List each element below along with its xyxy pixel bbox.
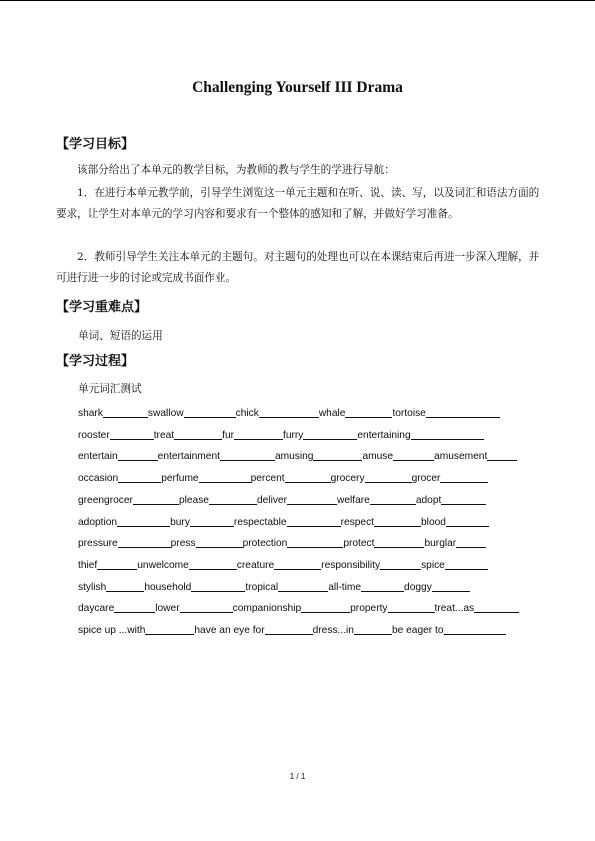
- vocab-word: grocer: [411, 473, 441, 485]
- answer-blank[interactable]: [411, 428, 484, 440]
- answer-blank[interactable]: [118, 536, 171, 548]
- vocab-word: respect: [340, 516, 375, 528]
- vocab-word: occasion: [78, 473, 119, 485]
- answer-blank[interactable]: [189, 558, 237, 570]
- vocab-word: creature: [236, 559, 275, 571]
- answer-blank[interactable]: [474, 601, 519, 613]
- answer-blank[interactable]: [287, 493, 337, 505]
- answer-blank[interactable]: [388, 601, 435, 613]
- answer-blank[interactable]: [440, 471, 488, 483]
- vocab-word: protection: [242, 538, 288, 550]
- vocab-word: responsibility: [321, 559, 381, 571]
- answer-blank[interactable]: [97, 558, 137, 570]
- answer-blank[interactable]: [444, 623, 506, 635]
- process-heading: 【学习过程】: [56, 354, 135, 369]
- vocab-word: property: [350, 603, 388, 615]
- answer-blank[interactable]: [103, 406, 148, 418]
- vocab-test-label: 单元词汇测试: [78, 383, 142, 395]
- vocab-word: household: [144, 581, 192, 593]
- vocab-word: burglar: [424, 538, 457, 550]
- keypoints-text: 单词、短语的运用: [78, 330, 163, 342]
- answer-blank[interactable]: [287, 536, 343, 548]
- goals-heading: 【学习目标】: [56, 137, 135, 152]
- goals-item-2-text: 2．教师引导学生关注本单元的主题句。对主题句的处理也可以在本课结束后再进一步深入理解，并可进行进一步的讨论或完成书面作业。: [56, 251, 540, 285]
- answer-blank[interactable]: [190, 515, 234, 527]
- answer-blank[interactable]: [432, 580, 470, 592]
- vocab-word: adoption: [78, 516, 118, 528]
- answer-blank[interactable]: [313, 449, 362, 461]
- vocab-word: percent: [250, 473, 285, 485]
- answer-blank[interactable]: [106, 580, 144, 592]
- vocab-word: entertaining: [357, 429, 411, 441]
- answer-blank[interactable]: [118, 449, 158, 461]
- vocab-word: doggy: [404, 581, 432, 593]
- vocab-word: entertain: [78, 451, 118, 463]
- vocab-word: lower: [155, 603, 180, 615]
- vocab-word: rooster: [78, 429, 110, 441]
- answer-blank[interactable]: [380, 558, 421, 570]
- vocab-row: [78, 580, 470, 594]
- vocab-word: press: [170, 538, 196, 550]
- vocab-word: tropical: [245, 581, 279, 593]
- vocab-word: whale: [318, 408, 346, 419]
- top-border-line: [0, 0, 595, 1]
- answer-blank[interactable]: [370, 493, 416, 505]
- answer-blank[interactable]: [445, 558, 488, 570]
- goals-intro: [56, 160, 542, 181]
- answer-blank[interactable]: [345, 406, 392, 418]
- answer-blank[interactable]: [180, 601, 233, 613]
- vocab-word: dress...in: [312, 625, 354, 636]
- answer-blank[interactable]: [199, 471, 251, 483]
- answer-blank[interactable]: [426, 406, 500, 418]
- answer-blank[interactable]: [265, 623, 313, 635]
- answer-blank[interactable]: [487, 449, 517, 461]
- answer-blank[interactable]: [441, 493, 486, 505]
- vocab-row: [78, 493, 486, 507]
- vocab-word: companionship: [232, 603, 302, 615]
- vocab-word: thief: [78, 559, 98, 571]
- vocab-word: stylish: [78, 581, 107, 593]
- vocab-word: entertainment: [157, 451, 220, 463]
- vocab-row: [78, 558, 488, 572]
- answer-blank[interactable]: [301, 601, 350, 613]
- vocab-word: fur: [222, 429, 234, 441]
- vocab-word: blood: [421, 516, 446, 528]
- answer-blank[interactable]: [110, 428, 154, 440]
- answer-blank[interactable]: [393, 449, 434, 461]
- vocab-word: all-time: [328, 581, 362, 593]
- goals-item-2: [56, 247, 542, 290]
- vocab-row: [78, 515, 489, 529]
- answer-blank[interactable]: [365, 471, 412, 483]
- vocab-word: swallow: [147, 408, 184, 419]
- goals-item-1: [56, 183, 542, 226]
- vocab-word: grocery: [330, 473, 365, 485]
- vocab-word: shark: [78, 408, 103, 419]
- vocab-word: amusing: [274, 451, 314, 463]
- answer-blank[interactable]: [191, 580, 245, 592]
- vocab-word: adopt: [415, 494, 442, 506]
- vocab-row: [78, 428, 484, 442]
- answer-blank[interactable]: [234, 428, 283, 440]
- vocab-word: have an eye for: [194, 625, 265, 636]
- answer-blank[interactable]: [209, 493, 257, 505]
- vocab-word: please: [178, 494, 209, 506]
- vocab-word: unwelcome: [137, 559, 189, 571]
- answer-blank[interactable]: [114, 601, 155, 613]
- vocab-word: furry: [283, 429, 304, 441]
- answer-blank[interactable]: [303, 428, 357, 440]
- answer-blank[interactable]: [145, 623, 194, 635]
- answer-blank[interactable]: [446, 515, 489, 527]
- goals-intro-text: 该部分给出了本单元的教学目标，为教师的教与学生的学进行导航：: [77, 164, 395, 176]
- answer-blank[interactable]: [117, 515, 170, 527]
- vocab-word: welfare: [336, 494, 370, 506]
- vocab-word: greengrocer: [78, 494, 133, 506]
- vocab-word: chick: [235, 408, 259, 419]
- vocab-word: daycare: [78, 603, 115, 615]
- answer-blank[interactable]: [374, 515, 421, 527]
- vocab-row: [78, 471, 488, 485]
- answer-blank[interactable]: [184, 406, 236, 418]
- answer-blank[interactable]: [354, 623, 392, 635]
- vocab-word: deliver: [256, 494, 287, 506]
- answer-blank[interactable]: [456, 536, 486, 548]
- answer-blank[interactable]: [196, 536, 243, 548]
- vocab-word: amusement: [434, 451, 488, 463]
- page-number: 1 / 1: [289, 772, 306, 781]
- answer-blank[interactable]: [278, 580, 328, 592]
- vocab-word: treat...as: [434, 603, 475, 615]
- answer-blank[interactable]: [118, 471, 161, 483]
- vocab-row: [78, 536, 486, 550]
- answer-blank[interactable]: [287, 515, 341, 527]
- vocab-word: respectable: [233, 516, 287, 528]
- vocab-word: spice up ...with: [78, 625, 146, 636]
- vocab-word: amuse: [362, 451, 394, 463]
- vocab-row: [78, 449, 517, 463]
- answer-blank[interactable]: [274, 558, 321, 570]
- answer-blank[interactable]: [285, 471, 331, 483]
- vocab-word: be eager to: [391, 625, 444, 636]
- vocab-word: pressure: [78, 538, 118, 550]
- vocab-row: [78, 623, 506, 637]
- answer-blank[interactable]: [259, 406, 319, 418]
- keypoints-heading: 【学习重难点】: [56, 300, 148, 315]
- vocab-word: treat: [153, 429, 175, 441]
- vocab-word: spice: [421, 559, 445, 571]
- vocab-word: perfume: [161, 473, 199, 485]
- vocab-word: bury: [170, 516, 190, 528]
- vocab-row: [78, 601, 519, 615]
- goals-item-1-text: 1．在进行本单元教学前，引导学生浏览这一单元主题和在听、说、读、写，以及词汇和语法方面的要求，让学生对本单元的学习内容和要求有一个整体的感知和了解，并做好学习准备。: [56, 187, 540, 221]
- answer-blank[interactable]: [174, 428, 222, 440]
- answer-blank[interactable]: [361, 580, 404, 592]
- vocab-word: tortoise: [392, 408, 426, 419]
- vocab-row: [78, 406, 500, 420]
- vocab-word: protect: [343, 538, 375, 550]
- answer-blank[interactable]: [374, 536, 424, 548]
- document-title: Challenging Yourself III Drama: [192, 79, 403, 96]
- answer-blank[interactable]: [133, 493, 179, 505]
- answer-blank[interactable]: [220, 449, 275, 461]
